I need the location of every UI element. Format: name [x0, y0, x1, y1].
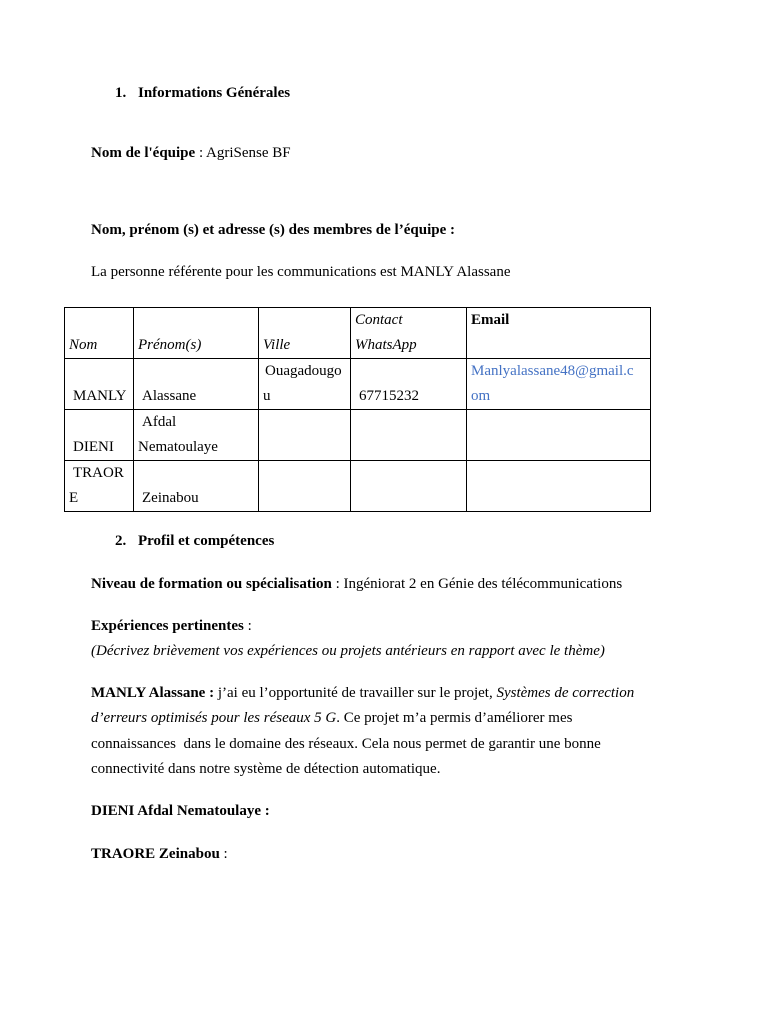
section-2-number: 2. [115, 533, 127, 549]
row3-ville [259, 461, 351, 512]
row3-prenom-value: Zeinabou [142, 490, 199, 506]
section-1-number: 1. [115, 85, 127, 101]
experiences-separator: : [243, 618, 252, 634]
row3-nom-line2: E [69, 490, 79, 506]
header-nom [65, 308, 134, 359]
manly-experience-project2: d’erreurs optimisés pour les réseaux 5 G [91, 710, 337, 726]
row2-prenom [134, 410, 259, 461]
manly-experience-text1: j’ai eu l’opportunité de travailler sur le projet, [214, 685, 497, 701]
members-table [64, 307, 651, 512]
members-heading [91, 222, 455, 239]
section-2-label: Profil et compétences [138, 533, 275, 549]
row2-email [467, 410, 651, 461]
row1-ville-line1: Ouagadougo [265, 363, 342, 379]
formation-label: Niveau de formation ou spécialisation [91, 576, 332, 592]
header-email-label: Email [471, 312, 510, 328]
row3-nom [65, 461, 134, 512]
row3-email [467, 461, 651, 512]
row3-prenom [134, 461, 259, 512]
header-nom-label: Nom [69, 337, 98, 353]
manly-experience-line4: connectivité dans notre système de détection automatique. [91, 761, 441, 777]
row1-nom [65, 359, 134, 410]
team-name-line [91, 145, 291, 162]
formation-line [91, 576, 622, 593]
row1-prenom-value: Alassane [142, 388, 197, 404]
row2-nom [65, 410, 134, 461]
dieni-experience-label: DIENI Afdal Nematoulaye : [91, 803, 270, 819]
header-email [467, 308, 651, 359]
header-contact [351, 308, 467, 359]
manly-experience-project1: Systèmes de correction [496, 685, 635, 701]
row2-contact [351, 410, 467, 461]
section-1-label: Informations Générales [138, 85, 291, 101]
row1-email-line1[interactable]: Manlyalassane48@gmail.c [471, 363, 634, 379]
experiences-label: Expériences pertinentes [91, 618, 244, 634]
table-header-row [65, 308, 651, 359]
traore-experience-separator: : [219, 846, 228, 862]
row1-email-line2[interactable]: om [471, 388, 491, 404]
row2-prenom-line2: Nematoulaye [138, 439, 218, 455]
referent-text: La personne référente pour les communications est MANLY Alassane [91, 264, 511, 280]
row1-ville [259, 359, 351, 410]
manly-experience-label: MANLY Alassane : [91, 685, 215, 701]
table-row [65, 461, 651, 512]
table-row [65, 410, 651, 461]
manly-experience-line1 [91, 685, 634, 702]
header-contact-line1: Contact [355, 312, 403, 328]
row1-ville-line2: u [263, 388, 271, 404]
experiences-heading [91, 618, 252, 635]
traore-experience-label: TRAORE Zeinabou [91, 846, 220, 862]
manly-experience-text2: . Ce projet m’a permis d’améliorer mes [336, 710, 573, 726]
members-heading-text: Nom, prénom (s) et adresse (s) des membres de l’équipe : [91, 222, 455, 238]
experiences-hint: (Décrivez brièvement vos expériences ou projets antérieurs en rapport avec le thème) [91, 643, 605, 659]
row1-nom-value: MANLY [73, 388, 127, 404]
header-ville-label: Ville [263, 337, 291, 353]
header-prenom [134, 308, 259, 359]
formation-separator: : [331, 576, 344, 592]
section-2-title [115, 533, 274, 550]
row3-nom-line1: TRAOR [73, 465, 124, 481]
row1-contact-value: 67715232 [359, 388, 419, 404]
row3-contact [351, 461, 467, 512]
traore-experience [91, 846, 228, 863]
header-contact-line2: WhatsApp [355, 337, 417, 353]
row2-nom-value: DIENI [73, 439, 114, 455]
formation-value: Ingéniorat 2 en Génie des télécommunications [343, 576, 623, 592]
row1-email [467, 359, 651, 410]
manly-experience-line3: connaissances dans le domaine des réseaux. Cela nous permet de garantir une bonne [91, 736, 601, 752]
row2-prenom-line1: Afdal [142, 414, 177, 430]
team-name-separator: : [195, 145, 207, 161]
header-prenom-label: Prénom(s) [138, 337, 202, 353]
team-name-value: AgriSense BF [206, 145, 291, 161]
team-name-label: Nom de l'équipe [91, 145, 196, 161]
row1-contact [351, 359, 467, 410]
table-row [65, 359, 651, 410]
manly-experience-line2 [91, 710, 572, 727]
dieni-experience [91, 803, 270, 820]
row2-ville [259, 410, 351, 461]
row1-prenom [134, 359, 259, 410]
section-1-title [115, 85, 290, 102]
header-ville [259, 308, 351, 359]
